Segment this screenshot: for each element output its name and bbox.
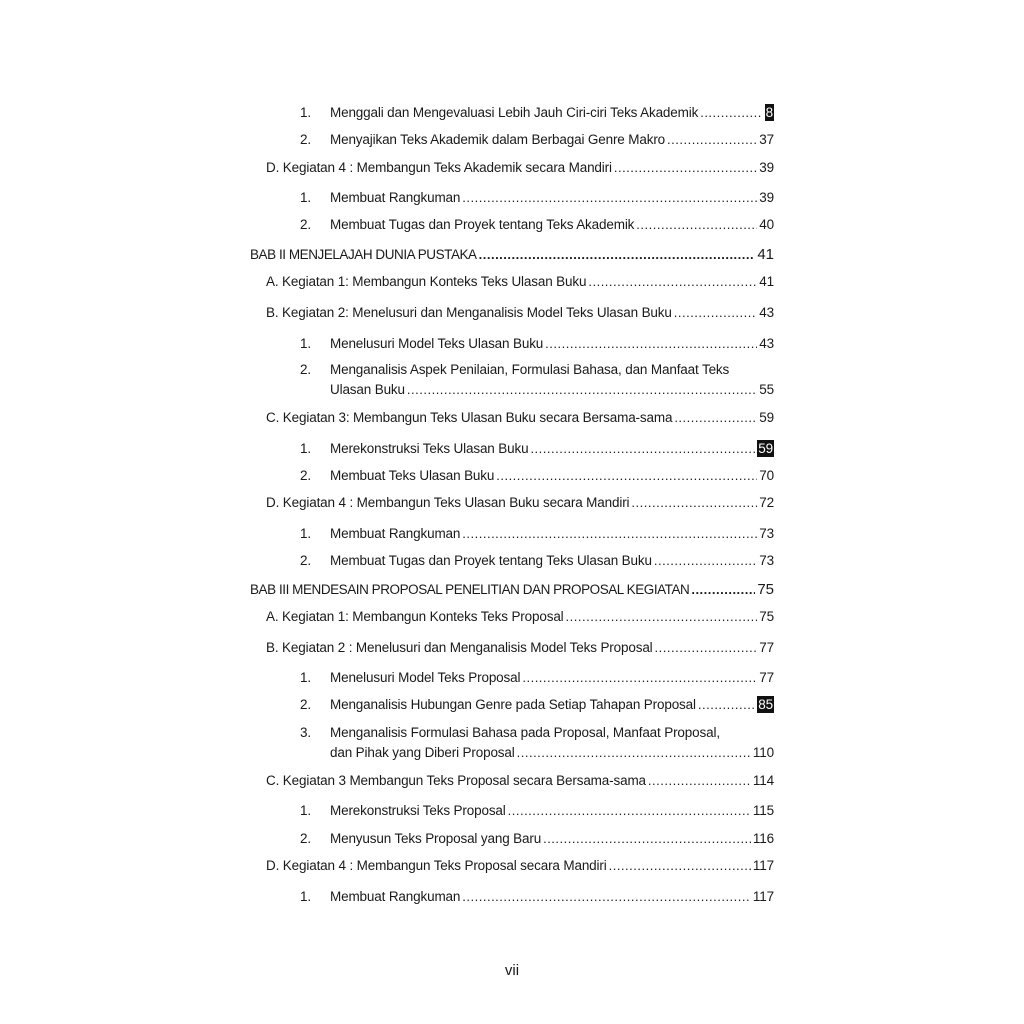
- dot-leader: [691, 581, 755, 599]
- toc-entry-title: Membuat Rangkuman: [330, 190, 461, 205]
- chapter-title: BAB II MENJELAJAH DUNIA PUSTAKA: [250, 247, 477, 262]
- toc-entry-title: Menganalisis Formulasi Bahasa pada Proposal, Manfaat Proposal,: [330, 725, 720, 740]
- toc-entry-title: Menggali dan Mengevaluasi Lebih Jauh Ciri-ciri Teks Akademik: [330, 105, 699, 120]
- toc-entry[interactable]: [300, 724, 774, 762]
- toc-entry-page: 43: [759, 336, 774, 351]
- toc-entry[interactable]: [266, 772, 774, 790]
- dot-leader: [698, 696, 755, 714]
- dot-leader: [543, 830, 751, 848]
- toc-entry-number: 1.: [300, 889, 311, 904]
- toc-entry-number: 2.: [300, 132, 311, 147]
- toc-entry-title: Menganalisis Hubungan Genre pada Setiap Tahapan Proposal: [330, 697, 696, 712]
- dot-leader: [609, 857, 751, 875]
- toc-entry-number: 1.: [300, 526, 311, 541]
- toc-entry-number: 1.: [300, 336, 311, 351]
- toc-entry-title: Membuat Tugas dan Proyek tentang Teks Ulasan Buku: [330, 553, 652, 568]
- toc-entry-page: 73: [759, 526, 774, 541]
- toc-entry-title: Menyajikan Teks Akademik dalam Berbagai Genre Makro: [330, 132, 666, 147]
- toc-entry-page: 75: [757, 581, 774, 598]
- toc-entry[interactable]: [250, 581, 774, 599]
- toc-entry-page: 115: [752, 803, 774, 818]
- toc-entry-page: 59: [759, 410, 774, 425]
- toc-entry[interactable]: [300, 888, 774, 906]
- dot-leader: [648, 772, 751, 790]
- dot-leader: [655, 639, 758, 657]
- toc-entry-number: 1.: [300, 105, 311, 120]
- dot-leader: [522, 669, 757, 687]
- toc-entry-number: 2.: [300, 697, 311, 712]
- toc-entry-title: C. Kegiatan 3: Membangun Teks Ulasan Buku secara Bersama-sama: [266, 410, 673, 425]
- toc-entry-title: D. Kegiatan 4 : Membangun Teks Ulasan Buku secara Mandiri: [266, 495, 630, 510]
- toc-entry-page: 37: [759, 132, 774, 147]
- toc-entry-title: C. Kegiatan 3 Membangun Teks Proposal secara Bersama-sama: [266, 773, 646, 788]
- dot-leader: [631, 494, 757, 512]
- toc-entry-page: 85: [758, 697, 773, 712]
- toc-entry[interactable]: [300, 216, 774, 234]
- toc-entry-title: Menganalisis Aspek Penilaian, Formulasi Bahasa, dan Manfaat Teks: [330, 362, 730, 377]
- toc-entry-page: 77: [759, 640, 774, 655]
- toc-entry-number: 1.: [300, 441, 311, 456]
- toc-entry-page: 70: [759, 468, 774, 483]
- toc-entry[interactable]: [266, 273, 774, 291]
- chapter-title: BAB III MENDESAIN PROPOSAL PENELITIAN DAN PROPOSAL KEGIATAN: [250, 582, 690, 597]
- toc-entry[interactable]: [300, 525, 774, 543]
- toc-entry-title: Menelusuri Model Teks Proposal: [330, 670, 521, 685]
- dot-leader: [636, 216, 757, 234]
- toc-entry[interactable]: [300, 189, 774, 207]
- dot-leader: [588, 273, 757, 291]
- toc-entry-title: B. Kegiatan 2 : Menelusuri dan Menganalisis Model Teks Proposal: [266, 640, 653, 655]
- toc-entry-page: 117: [752, 889, 774, 904]
- toc-entry-title: A. Kegiatan 1: Membangun Konteks Teks Proposal: [266, 609, 564, 624]
- toc-entry-page: 8: [765, 105, 773, 120]
- toc-entry-title: Membuat Rangkuman: [330, 526, 461, 541]
- dot-leader: [517, 744, 751, 762]
- toc-entry-page: 41: [757, 246, 774, 263]
- toc-entry-title: Membuat Teks Ulasan Buku: [330, 468, 495, 483]
- toc-entry-title: D. Kegiatan 4 : Membangun Teks Akademik secara Mandiri: [266, 160, 612, 175]
- dot-leader: [674, 409, 757, 427]
- toc-entry[interactable]: [266, 159, 774, 177]
- toc-entry-title-continued: Ulasan Buku: [330, 382, 405, 397]
- toc-entry[interactable]: [300, 696, 774, 714]
- dot-leader: [530, 440, 755, 458]
- toc-entry-page: 73: [759, 553, 774, 568]
- toc-entry-title: A. Kegiatan 1: Membangun Konteks Teks Ulasan Buku: [266, 274, 587, 289]
- toc-entry-title: Merekonstruksi Teks Proposal: [330, 803, 506, 818]
- dot-leader: [496, 467, 757, 485]
- toc-entry[interactable]: [300, 552, 774, 570]
- toc-entry[interactable]: [266, 494, 774, 512]
- toc-entry[interactable]: [266, 409, 774, 427]
- toc-entry[interactable]: [300, 361, 774, 399]
- dot-leader: [462, 888, 751, 906]
- toc-entry[interactable]: [300, 669, 774, 687]
- toc-entry[interactable]: [300, 830, 774, 848]
- toc-entry[interactable]: [250, 246, 774, 264]
- dot-leader: [407, 381, 757, 399]
- dot-leader: [545, 335, 757, 353]
- toc-entry-title: Membuat Tugas dan Proyek tentang Teks Akademik: [330, 217, 635, 232]
- toc-entry[interactable]: [266, 304, 774, 322]
- toc-entry[interactable]: [266, 857, 774, 875]
- toc-entry-page: 39: [759, 160, 774, 175]
- toc-entry-page: 41: [759, 274, 774, 289]
- toc-entry-number: 2.: [300, 468, 311, 483]
- toc-entry-page: 72: [759, 495, 774, 510]
- toc-entry-page: 55: [759, 382, 774, 397]
- toc-entry-title-continued: dan Pihak yang Diberi Proposal: [330, 745, 515, 760]
- toc-entry-page: 110: [752, 745, 774, 760]
- toc-entry-number: 2.: [300, 362, 311, 377]
- dot-leader: [654, 552, 757, 570]
- dot-leader: [566, 608, 758, 626]
- toc-entry-number: 3.: [300, 725, 311, 740]
- toc-entry-page: 116: [752, 831, 774, 846]
- dot-leader: [674, 304, 758, 322]
- toc-entry-page: 75: [759, 609, 774, 624]
- dot-leader: [479, 246, 756, 264]
- toc-entry-number: 2.: [300, 831, 311, 846]
- toc-entry-page: 114: [752, 773, 774, 788]
- toc-entry[interactable]: [266, 608, 774, 626]
- dot-leader: [614, 159, 757, 177]
- toc-entry-page: 43: [759, 305, 774, 320]
- toc-entry-number: 1.: [300, 670, 311, 685]
- page-number: vii: [504, 962, 520, 979]
- toc-entry[interactable]: [300, 440, 774, 458]
- toc-entry-page: 39: [759, 190, 774, 205]
- toc-entry[interactable]: [300, 104, 774, 122]
- toc-entry-title: B. Kegiatan 2: Menelusuri dan Menganalisis Model Teks Ulasan Buku: [266, 305, 672, 320]
- dot-leader: [508, 802, 751, 820]
- toc-entry-title: Merekonstruksi Teks Ulasan Buku: [330, 441, 529, 456]
- dot-leader: [462, 189, 757, 207]
- toc-entry[interactable]: [300, 802, 774, 820]
- dot-leader: [700, 104, 762, 122]
- toc-entry[interactable]: [266, 639, 774, 657]
- toc-entry[interactable]: [300, 467, 774, 485]
- toc-entry[interactable]: [300, 131, 774, 149]
- toc-entry-number: 2.: [300, 217, 311, 232]
- toc-entry-title: Menelusuri Model Teks Ulasan Buku: [330, 336, 544, 351]
- toc-entry[interactable]: [300, 335, 774, 353]
- toc-entry-number: 1.: [300, 190, 311, 205]
- toc-entry-number: 1.: [300, 803, 311, 818]
- toc-entry-title: Menyusun Teks Proposal yang Baru: [330, 831, 542, 846]
- toc-entry-number: 2.: [300, 553, 311, 568]
- toc-entry-page: 59: [758, 441, 773, 456]
- toc-entry-page: 77: [759, 670, 774, 685]
- dot-leader: [462, 525, 757, 543]
- toc-entry-page: 117: [752, 858, 774, 873]
- toc-entry-title: Membuat Rangkuman: [330, 889, 461, 904]
- dot-leader: [667, 131, 757, 149]
- toc-entry-title: D. Kegiatan 4 : Membangun Teks Proposal secara Mandiri: [266, 858, 607, 873]
- toc-entry-page: 40: [759, 217, 774, 232]
